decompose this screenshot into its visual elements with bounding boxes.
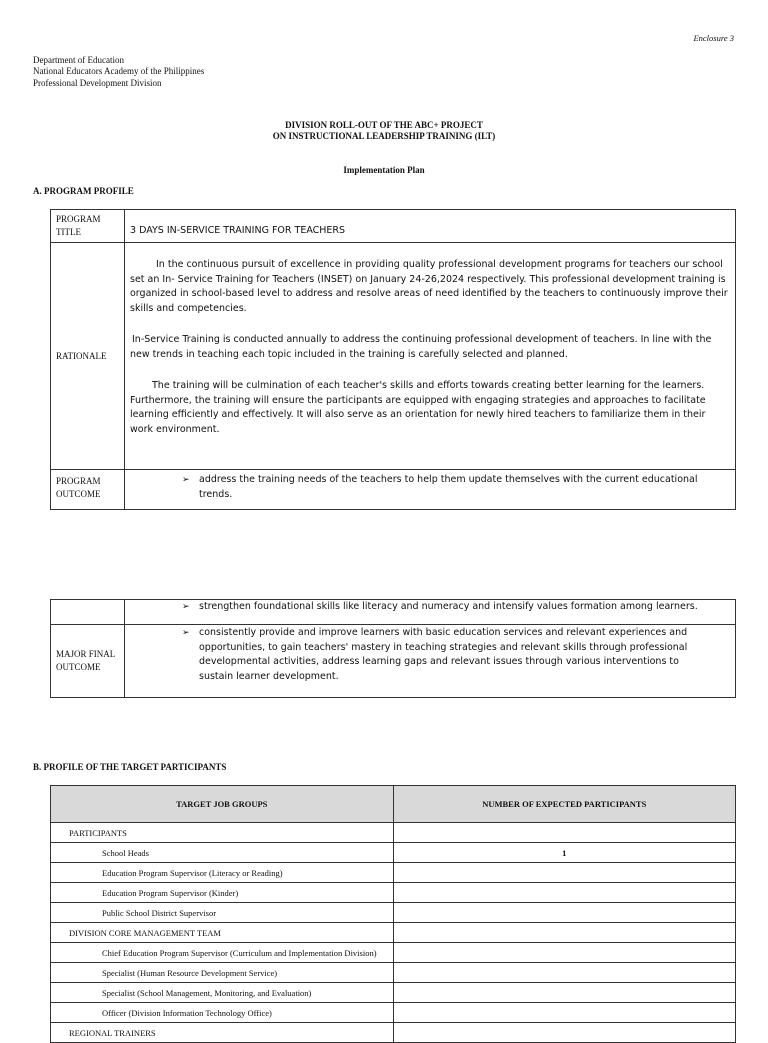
table-row xyxy=(51,823,736,843)
section-a-heading: A. PROGRAM PROFILE xyxy=(33,186,134,196)
table-row xyxy=(51,923,736,943)
enclosure-label: Enclosure 3 xyxy=(693,33,734,43)
expected-count: 1 xyxy=(393,843,736,863)
program-outcome-row xyxy=(51,470,736,510)
job-group-label: School Heads xyxy=(51,843,394,863)
major-final-outcome-cell xyxy=(125,625,736,698)
program-profile-table xyxy=(50,209,736,510)
job-group-label: REGIONAL TRAINERS xyxy=(51,1023,394,1043)
program-title-row xyxy=(51,210,736,243)
continued-outcome-cell xyxy=(125,600,736,625)
program-title-value: 3 DAYS IN-SERVICE TRAINING FOR TEACHERS xyxy=(125,210,736,243)
program-outcome-label: PROGRAM OUTCOME xyxy=(51,470,125,510)
job-group-label: Officer (Division Information Technology Office) xyxy=(51,1003,394,1023)
table-row xyxy=(51,963,736,983)
table-row xyxy=(51,1003,736,1023)
job-group-label: Education Program Supervisor (Literacy or Reading) xyxy=(51,863,394,883)
column-header-expected-participants: NUMBER OF EXPECTED PARTICIPANTS xyxy=(393,786,736,823)
target-participants-table xyxy=(50,785,736,1043)
document-subtitle: Implementation Plan xyxy=(343,165,425,175)
expected-count xyxy=(393,1023,736,1043)
table-row xyxy=(51,863,736,883)
continued-bullet-item xyxy=(130,600,730,615)
bullet-arrow-icon: ➢ xyxy=(182,628,190,638)
section-b-heading: B. PROFILE OF THE TARGET PARTICIPANTS xyxy=(33,762,227,772)
rationale-paragraph-2: In-Service Training is conducted annually to address the continuing professional development of teachers. In line with the new trends in teaching each topic included in the training is carefully selected and planned. xyxy=(130,334,712,360)
expected-count xyxy=(393,963,736,983)
rationale-label: RATIONALE xyxy=(51,243,125,470)
outcome-bullet-item xyxy=(130,473,730,502)
agency-line-1: Department of Education xyxy=(33,55,124,65)
job-group-label: PARTICIPANTS xyxy=(51,823,394,843)
table-row xyxy=(51,943,736,963)
continued-bullet-text: strengthen foundational skills like literacy and numeracy and intensify values formation among learners. xyxy=(199,601,698,612)
bullet-arrow-icon: ➢ xyxy=(182,602,190,612)
title-line-2: ON INSTRUCTIONAL LEADERSHIP TRAINING (ILT) xyxy=(272,130,496,141)
expected-count xyxy=(393,923,736,943)
job-group-label: Public School District Supervisor xyxy=(51,903,394,923)
rationale-paragraph-3: The training will be culmination of each teacher's skills and efforts towards creating better learning for the learners. Furthermore, the training will ensure the participants are equipped with engaging strategies and approaches to facilitate learning efficiently and effectively. It will also serve as an orientation for newly hired teachers to familiarize them in their work environment. xyxy=(130,380,706,435)
major-final-outcome-row xyxy=(51,625,736,698)
table-row xyxy=(51,903,736,923)
major-final-outcome-label: MAJOR FINAL OUTCOME xyxy=(51,625,125,698)
bullet-arrow-icon: ➢ xyxy=(182,475,190,485)
expected-count xyxy=(393,903,736,923)
title-line-1: DIVISION ROLL-OUT OF THE ABC+ PROJECT xyxy=(285,120,483,130)
expected-count xyxy=(393,1003,736,1023)
job-group-label: DIVISION CORE MANAGEMENT TEAM xyxy=(51,923,394,943)
table-row xyxy=(51,843,736,863)
expected-count xyxy=(393,823,736,843)
program-profile-table-continued xyxy=(50,599,736,698)
document-title xyxy=(0,120,768,141)
rationale-row xyxy=(51,243,736,470)
expected-count xyxy=(393,983,736,1003)
expected-count xyxy=(393,863,736,883)
rationale-paragraph-1: In the continuous pursuit of excellence in providing quality professional development programs for teachers our school set an In- Service Training for Teachers (INSET) on January 24-26,2024 respectively. This professional development training is organized in school-based level to address and resolve areas of need identified by the teachers to continuously improve their skills and competencies. xyxy=(130,259,728,314)
table-row xyxy=(51,1023,736,1043)
rationale-text xyxy=(125,243,736,470)
job-group-label: Specialist (Human Resource Development Service) xyxy=(51,963,394,983)
agency-line-3: Professional Development Division xyxy=(33,77,162,88)
job-group-label: Education Program Supervisor (Kinder) xyxy=(51,883,394,903)
major-bullet-text: consistently provide and improve learners with basic education services and relevant experiences and opportunities, to gain teachers' mastery in teaching strategies and relevant skills through professional developmental activities, address learning gaps and relevant issues through various interventions to sustain learner development. xyxy=(199,627,688,682)
job-group-label: Chief Education Program Supervisor (Curriculum and Implementation Division) xyxy=(51,943,394,963)
column-header-job-groups: TARGET JOB GROUPS xyxy=(51,786,394,823)
expected-count xyxy=(393,943,736,963)
program-title-label: PROGRAM TITLE xyxy=(51,210,125,243)
participants-header-row xyxy=(51,786,736,823)
expected-count xyxy=(393,883,736,903)
agency-header xyxy=(33,55,204,89)
table-row xyxy=(51,983,736,1003)
continued-label-cell xyxy=(51,600,125,625)
job-group-label: Specialist (School Management, Monitoring, and Evaluation) xyxy=(51,983,394,1003)
agency-line-2: National Educators Academy of the Philippines xyxy=(33,66,205,77)
outcome-bullet-text: address the training needs of the teachers to help them update themselves with the current educational trends. xyxy=(199,474,698,500)
major-bullet-item xyxy=(130,626,730,684)
continued-outcome-row xyxy=(51,600,736,625)
program-outcome-cell xyxy=(125,470,736,510)
table-row xyxy=(51,883,736,903)
